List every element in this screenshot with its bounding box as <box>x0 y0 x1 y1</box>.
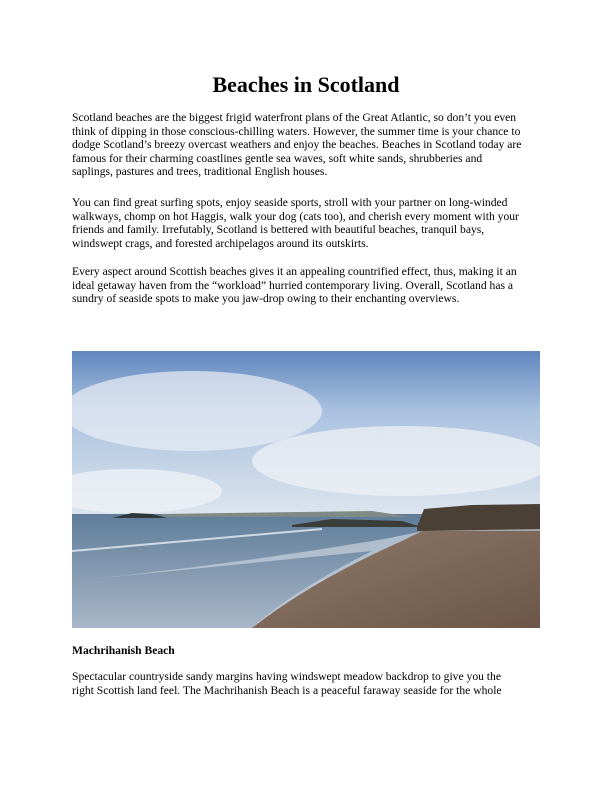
text-line: Scotland beaches are the biggest frigid waterfront plans of the Great Atlantic, so don’t you even <box>72 111 517 124</box>
section-heading: Machrihanish Beach <box>72 644 175 657</box>
text-line: think of dipping in those conscious-chilling waters. However, the summer time is your chance to <box>72 124 521 138</box>
overview-paragraph <box>72 265 552 306</box>
page-title: Beaches in Scotland <box>212 72 400 97</box>
text-line: dodge Scotland’s breezy overcast weathers and enjoy the beaches. Beaches in Scotland today are <box>72 138 522 152</box>
rocky-headland <box>417 504 540 531</box>
text-line: ideal getaway haven from the “workload” hurried contemporary living. Overall, Scotland has a <box>72 278 514 292</box>
beach-photo <box>72 351 540 628</box>
text-line: walkways, chomp on hot Haggis, walk your dog (cats too), and cherish every moment with your <box>72 209 519 223</box>
text-line: friends and family. Irrefutably, Scotland is bettered with beautiful beaches, tranquil bays, <box>72 223 485 237</box>
text-line: Every aspect around Scottish beaches gives it an appealing countrified effect, thus, making it an <box>72 265 517 278</box>
text-line: Spectacular countryside sandy margins having windswept meadow backdrop to give you the <box>72 670 501 683</box>
intro-paragraph <box>72 111 552 179</box>
activities-paragraph <box>72 196 552 250</box>
text-line: windswept crags, and forested archipelagos around its outskirts. <box>72 236 369 250</box>
beach-photo-illustration <box>72 351 540 628</box>
text-line: famous for their charming coastlines gentle sea waves, soft white sands, shrubberies and <box>72 151 483 165</box>
text-line: right Scottish land feel. The Machrihanish Beach is a peaceful faraway seaside for the whole <box>72 683 502 697</box>
text-line: You can find great surfing spots, enjoy seaside sports, stroll with your partner on long-winded <box>72 196 508 209</box>
text-line: sundry of seaside spots to make you jaw-drop owing to their enchanting overviews. <box>72 292 460 306</box>
section-paragraph <box>72 670 552 697</box>
text-line: saplings, pastures and trees, traditional English houses. <box>72 165 328 179</box>
